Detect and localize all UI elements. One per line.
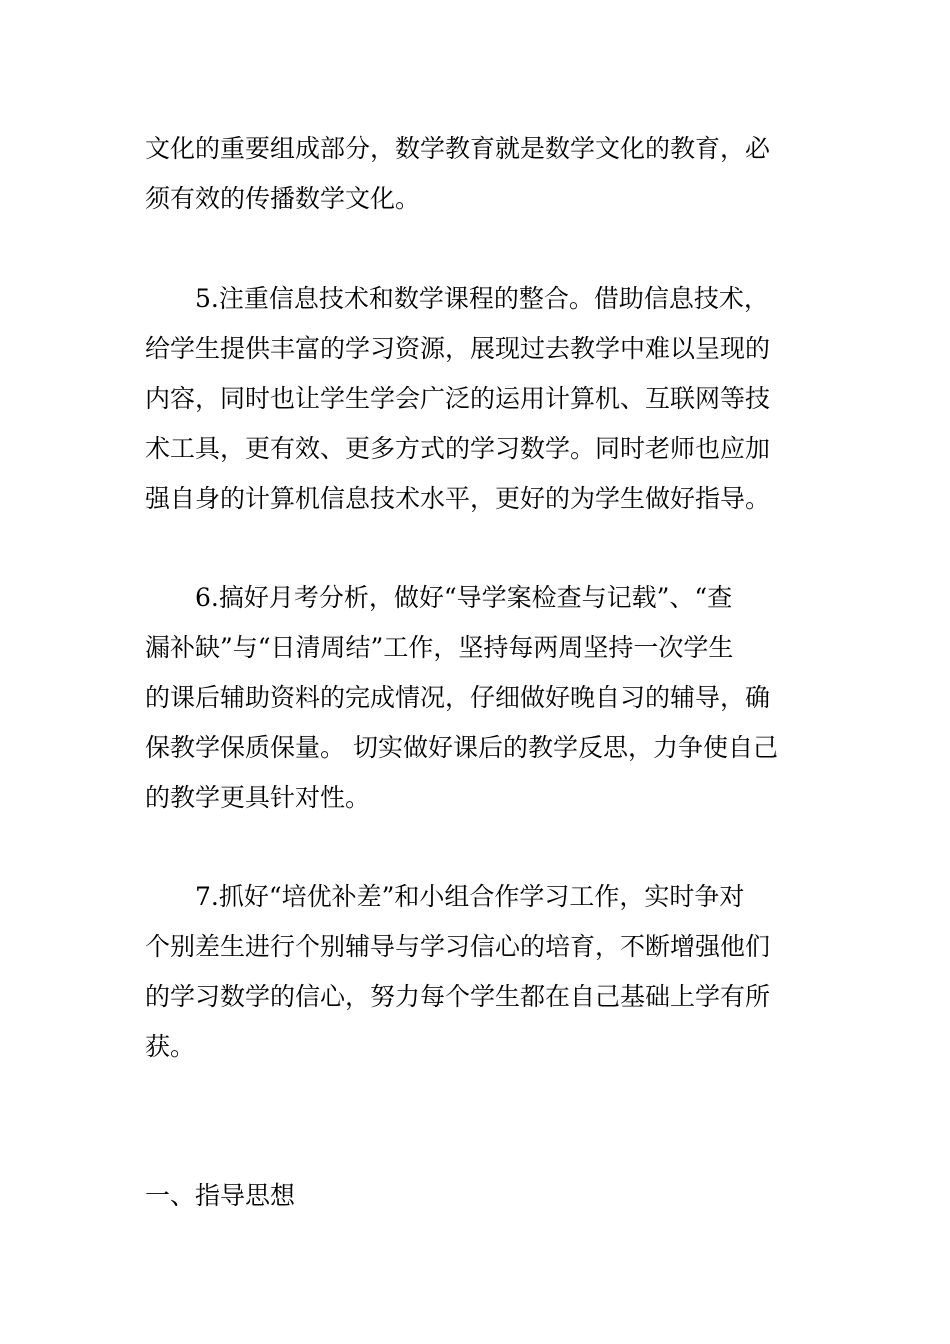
text-line: 漏补缺”与“日清周结”工作，坚持每两周坚持一次学生	[145, 633, 734, 662]
paragraph-item-6	[145, 573, 810, 823]
paragraph-item-7	[145, 872, 810, 1072]
text-line: 获。	[145, 1032, 196, 1061]
text-line: 的课后辅助资料的完成情况，仔细做好晚自习的辅导，确	[145, 683, 771, 712]
text-line: 的学习数学的信心，努力每个学生都在自己基础上学有所	[145, 982, 771, 1011]
text-line: 内容，同时也让学生学会广泛的运用计算机、互联网等技	[145, 384, 771, 413]
text-line: 保教学保质保量。 切实做好课后的教学反思，力争使自己	[145, 733, 778, 762]
text-line: 6.搞好月考分析，做好“导学案检查与记载”、“查	[195, 583, 733, 612]
text-line: 7.抓好“培优补差”和小组合作学习工作，实时争对	[195, 882, 745, 911]
text-line: 给学生提供丰富的学习资源，展现过去教学中难以呈现的	[145, 334, 771, 363]
paragraph-item-5	[145, 274, 810, 524]
text-line: 个别差生进行个别辅导与学习信心的培育，不断增强他们	[145, 932, 771, 961]
text-line: 5.注重信息技术和数学课程的整合。借助信息技术，	[195, 284, 769, 313]
text-line: 强自身的计算机信息技术水平，更好的为学生做好指导。	[145, 484, 771, 513]
paragraph-continuation	[145, 124, 810, 224]
section-heading: 一、指导思想	[145, 1181, 296, 1210]
text-line: 的教学更具针对性。	[145, 783, 371, 812]
text-line: 术工具，更有效、更多方式的学习数学。同时老师也应加	[145, 434, 771, 463]
text-line: 须有效的传播数学文化。	[145, 184, 421, 213]
text-line: 文化的重要组成部分，数学教育就是数学文化的教育，必	[145, 134, 771, 163]
